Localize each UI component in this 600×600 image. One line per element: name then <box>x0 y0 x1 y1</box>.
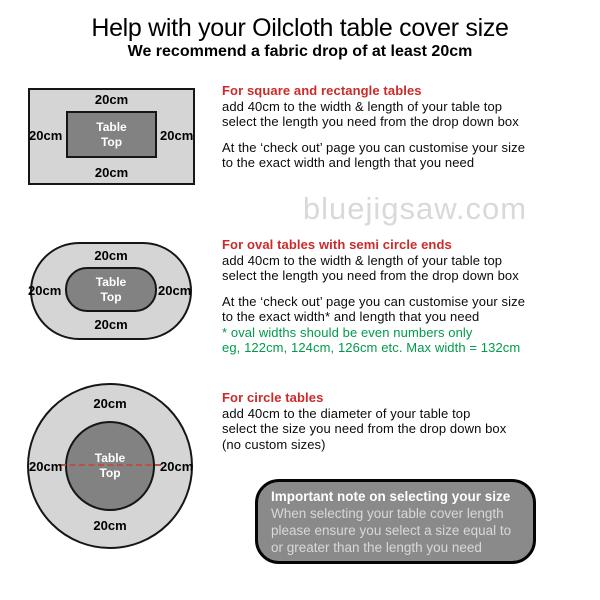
oval-width-note: eg, 122cm, 124cm, 126cm etc. Max width = 132cm <box>222 340 521 355</box>
page-title: Help with your Oilcloth table cover size <box>91 14 509 42</box>
note-title: Important note on selecting your size <box>271 489 511 504</box>
watermark: bluejigsaw.com <box>302 191 528 226</box>
text-line: to the exact width and length that you need <box>222 155 475 170</box>
note-line: or greater than the length you need <box>271 540 482 555</box>
section-heading: For circle tables <box>222 390 324 405</box>
oval-width-note: * oval widths should be even numbers only <box>222 324 473 340</box>
dim-left: 20cm <box>28 283 62 298</box>
dim-bottom: 20cm <box>94 317 128 332</box>
section-circle-text <box>222 390 506 452</box>
page-subtitle: We recommend a fabric drop of at least 20cm <box>127 43 473 60</box>
text-line: to the exact width* and length that you need <box>222 309 480 324</box>
text-line: (no custom sizes) <box>222 436 326 452</box>
dim-bottom: 20cm <box>94 165 129 180</box>
section-heading: For square and rectangle tables <box>222 83 422 98</box>
note-line: When selecting your table cover length <box>271 506 504 521</box>
dim-left: 20cm <box>29 459 63 474</box>
table-top-label: Table <box>95 274 127 289</box>
table-top-label: Table <box>94 451 126 465</box>
text-line: add 40cm to the width & length of your table top <box>222 252 503 268</box>
note-line: please ensure you select a size equal to <box>271 523 512 538</box>
section-rectangle-text <box>222 83 525 171</box>
dim-top: 20cm <box>94 248 128 263</box>
dim-right: 20cm <box>160 459 194 474</box>
dim-right: 20cm <box>160 128 194 143</box>
dim-left: 20cm <box>29 128 63 143</box>
rect-table-top <box>66 111 157 158</box>
dim-top: 20cm <box>93 396 127 411</box>
text-line: add 40cm to the diameter of your table top <box>222 405 471 421</box>
section-heading: For oval tables with semi circle ends <box>222 237 452 252</box>
text-line: add 40cm to the width & length of your table top <box>222 98 503 114</box>
important-note-box <box>255 479 536 564</box>
text-line: At the ‘check out’ page you can customise your size <box>222 139 526 155</box>
text-line: select the size you need from the drop down box <box>222 421 507 436</box>
text-line: At the ‘check out’ page you can customise your size <box>222 293 526 309</box>
dim-bottom: 20cm <box>93 518 127 533</box>
circle-table-top <box>65 421 155 511</box>
oval-table-top <box>65 267 157 312</box>
table-top-label: Top <box>100 289 122 304</box>
dim-top: 20cm <box>94 92 129 107</box>
diameter-dashed-line <box>60 464 161 466</box>
section-oval-text <box>222 237 525 356</box>
table-top-label: Table <box>96 119 127 134</box>
table-top-label: Top <box>99 466 121 480</box>
text-line: select the length you need from the drop down box <box>222 268 519 283</box>
text-line: select the length you need from the drop down box <box>222 114 519 129</box>
table-top-label: Top <box>100 134 123 149</box>
dim-right: 20cm <box>158 283 192 298</box>
